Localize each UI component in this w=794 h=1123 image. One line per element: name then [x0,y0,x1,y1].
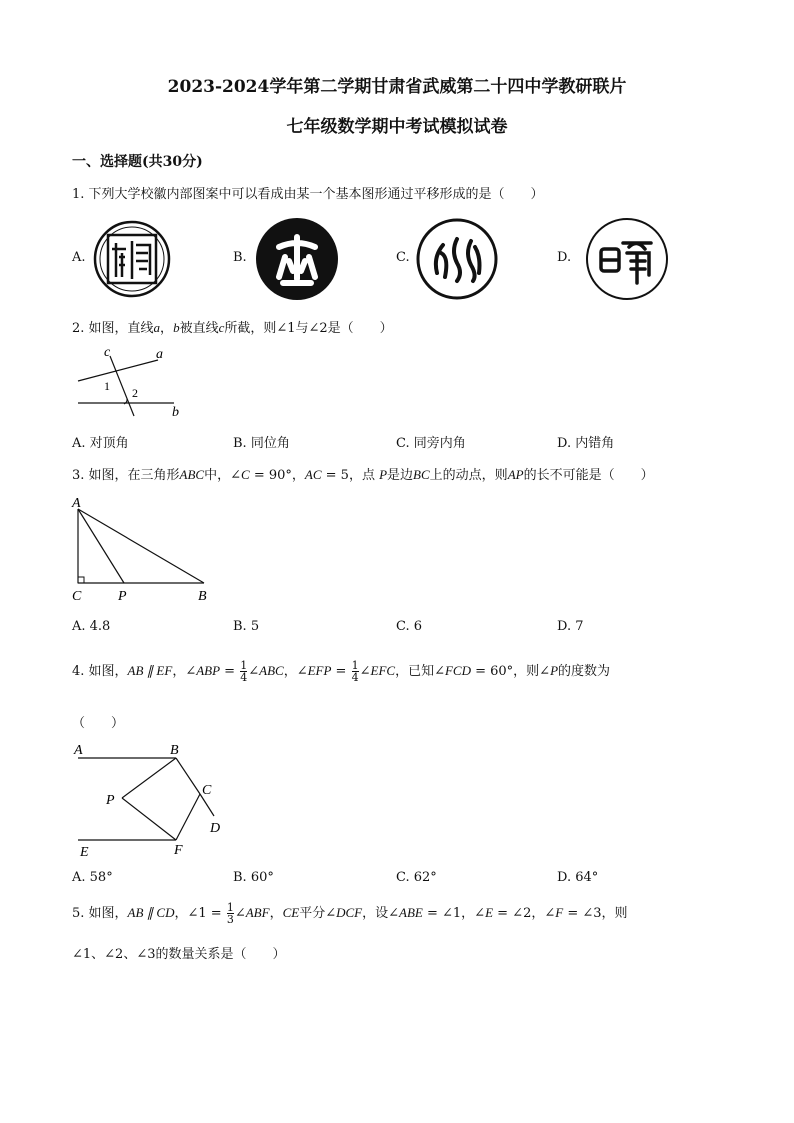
q2-figure [76,344,186,420]
q1-option-a: A. [72,250,86,265]
q4-label-a: A [74,743,83,758]
q2-option-d: D. 内错角 [557,436,615,451]
emblem-a-icon [92,219,172,299]
q2-option-b: B. 同位角 [233,436,290,451]
q4-label-b: B [170,743,179,758]
q2-option-c: C. 同旁内角 [396,436,466,451]
q4-fraction-2: $\frac{1}{4}$ [351,659,359,684]
q2-label-1: 1 [104,379,110,393]
q2-stem: 2. 如图，直线a，b被直线c所截，则∠1与∠2是（ ） [72,320,393,336]
q4-option-d: D. 64° [557,870,599,885]
q2-label-a: a [156,347,163,362]
q1-option-c: C. [396,250,410,265]
emblem-d-icon [585,217,669,301]
q4-continuation: （ ） [72,716,125,731]
q4-stem: 4. 如图，AB ∥ EF，∠ABP = $\frac{1}{4}$ ∠ABC，∠EFP = $\frac{1}{4}$ ∠EFC，已知∠FCD = 60°，则∠P的度数为 [72,659,611,684]
q4-label-f: F [174,843,183,858]
q3-option-d: D. 7 [557,619,584,634]
q3-label-p: P [118,589,127,604]
q4-label-e: E [80,845,89,860]
q3-option-c: C. 6 [396,619,423,634]
emblem-c-icon [415,217,499,301]
q4-label-d: D [210,821,221,836]
q3-option-a: A. 4.8 [72,619,111,634]
q4-label-c: C [202,783,212,798]
q4-option-c: C. 62° [396,870,437,885]
q4-label-p: P [106,793,115,808]
q4-fraction-1: $\frac{1}{4}$ [240,659,248,684]
q5-fraction: $\frac{1}{3}$ [226,901,234,926]
q2-label-2: 2 [132,386,138,400]
title-line-1: 2023-2024学年第二学期甘肃省武威第二十四中学教研联片 [167,77,627,97]
q1-option-d: D. [557,250,572,265]
emblem-b-icon [255,217,339,301]
q1-option-b: B. [233,250,247,265]
q4-option-a: A. 58° [72,870,113,885]
q1-stem: 1. 下列大学校徽内部图案中可以看成由某一个基本图形通过平移形成的是（ ） [72,187,544,202]
q5-stem-line-2: ∠1、∠2、∠3的数量关系是（ ） [72,947,286,962]
q2-label-c: c [104,345,111,360]
q2-label-b: b [172,405,179,420]
q3-label-b: B [198,589,207,604]
section-heading: 一、选择题(共30分) [72,154,203,170]
q3-figure [70,493,220,605]
q3-option-b: B. 5 [233,619,260,634]
q3-label-a: A [72,496,81,511]
title-line-2: 七年级数学期中考试模拟试卷 [286,117,508,137]
q5-stem: 5. 如图，AB ∥ CD，∠1 = $\frac{1}{3}$ ∠ABF，CE平分∠DCF，设∠ABE = ∠1，∠E = ∠2，∠F = ∠3，则 [72,901,628,926]
q3-stem: 3. 如图，在三角形ABC中，∠C = 90°，AC = 5，点 P是边BC上的动点，则AP的长不可能是（ ） [72,467,654,483]
q2-option-a: A. 对顶角 [72,436,129,451]
q4-option-b: B. 60° [233,870,274,885]
q3-label-c: C [72,589,82,604]
q4-figure [72,738,232,862]
